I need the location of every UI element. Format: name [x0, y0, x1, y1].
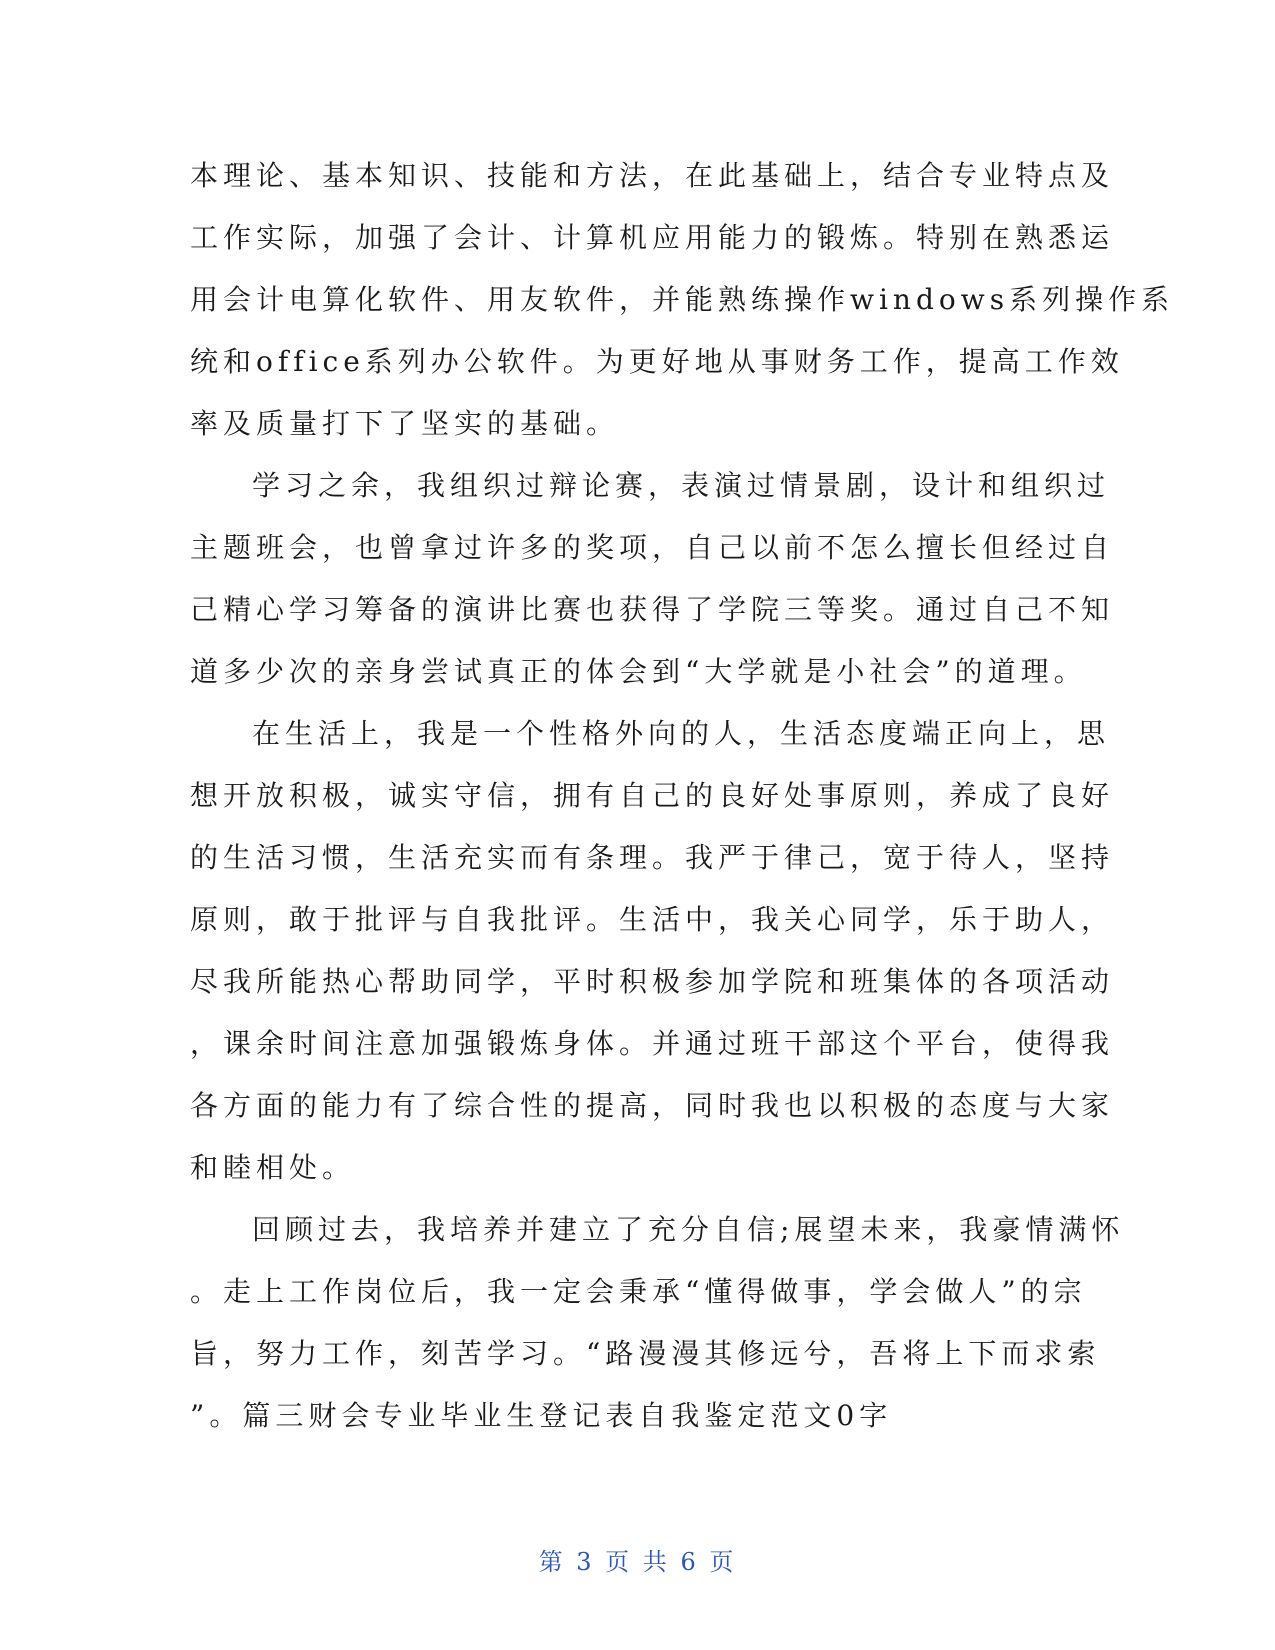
text-line: 想开放积极，诚实守信，拥有自己的良好处事原则，养成了良好	[190, 779, 1115, 812]
text-line: ，课余时间注意加强锻炼身体。并通过班干部这个平台，使得我	[190, 1027, 1115, 1060]
text-line: 尽我所能热心帮助同学，平时积极参加学院和班集体的各项活动	[190, 965, 1115, 998]
text-line: 本理论、基本知识、技能和方法，在此基础上，结合专业特点及	[190, 159, 1115, 192]
text-line: 的生活习惯，生活充实而有条理。我严于律己，宽于待人，坚持	[190, 841, 1115, 874]
text-line: 各方面的能力有了综合性的提高，同时我也以积极的态度与大家	[190, 1089, 1115, 1122]
paragraph-first-line: 回顾过去，我培养并建立了充分自信;展望未来，我豪情满怀	[252, 1213, 1125, 1246]
page-number-footer: 第 3 页 共 6 页	[538, 1548, 737, 1576]
text-line: 主题班会，也曾拿过许多的奖项，自己以前不怎么擅长但经过自	[190, 531, 1115, 564]
text-line: 。走上工作岗位后，我一定会秉承“懂得做事，学会做人”的宗	[190, 1275, 1087, 1308]
text-line: ”。篇三财会专业毕业生登记表自我鉴定范文0字	[190, 1399, 893, 1432]
text-line: 道多少次的亲身尝试真正的体会到“大学就是小社会”的道理。	[190, 655, 1087, 688]
text-line: 用会计电算化软件、用友软件，并能熟练操作windows系列操作系	[190, 283, 1175, 316]
text-line: 工作实际，加强了会计、计算机应用能力的锻炼。特别在熟悉运	[190, 221, 1115, 254]
paragraph-first-line: 在生活上，我是一个性格外向的人，生活态度端正向上，思	[252, 717, 1111, 750]
text-line: 原则，敢于批评与自我批评。生活中，我关心同学，乐于助人，	[190, 903, 1115, 936]
text-line: 率及质量打下了坚实的基础。	[190, 407, 620, 440]
document-body	[190, 145, 1175, 1447]
paragraph-first-line: 学习之余，我组织过辩论赛，表演过情景剧，设计和组织过	[252, 469, 1111, 502]
text-line: 己精心学习筹备的演讲比赛也获得了学院三等奖。通过自己不知	[190, 593, 1115, 626]
text-line: 和睦相处。	[190, 1151, 356, 1184]
text-line: 统和office系列办公软件。为更好地从事财务工作，提高工作效	[190, 345, 1124, 378]
text-line: 旨，努力工作，刻苦学习。“路漫漫其修远兮，吾将上下而求索	[190, 1337, 1101, 1370]
